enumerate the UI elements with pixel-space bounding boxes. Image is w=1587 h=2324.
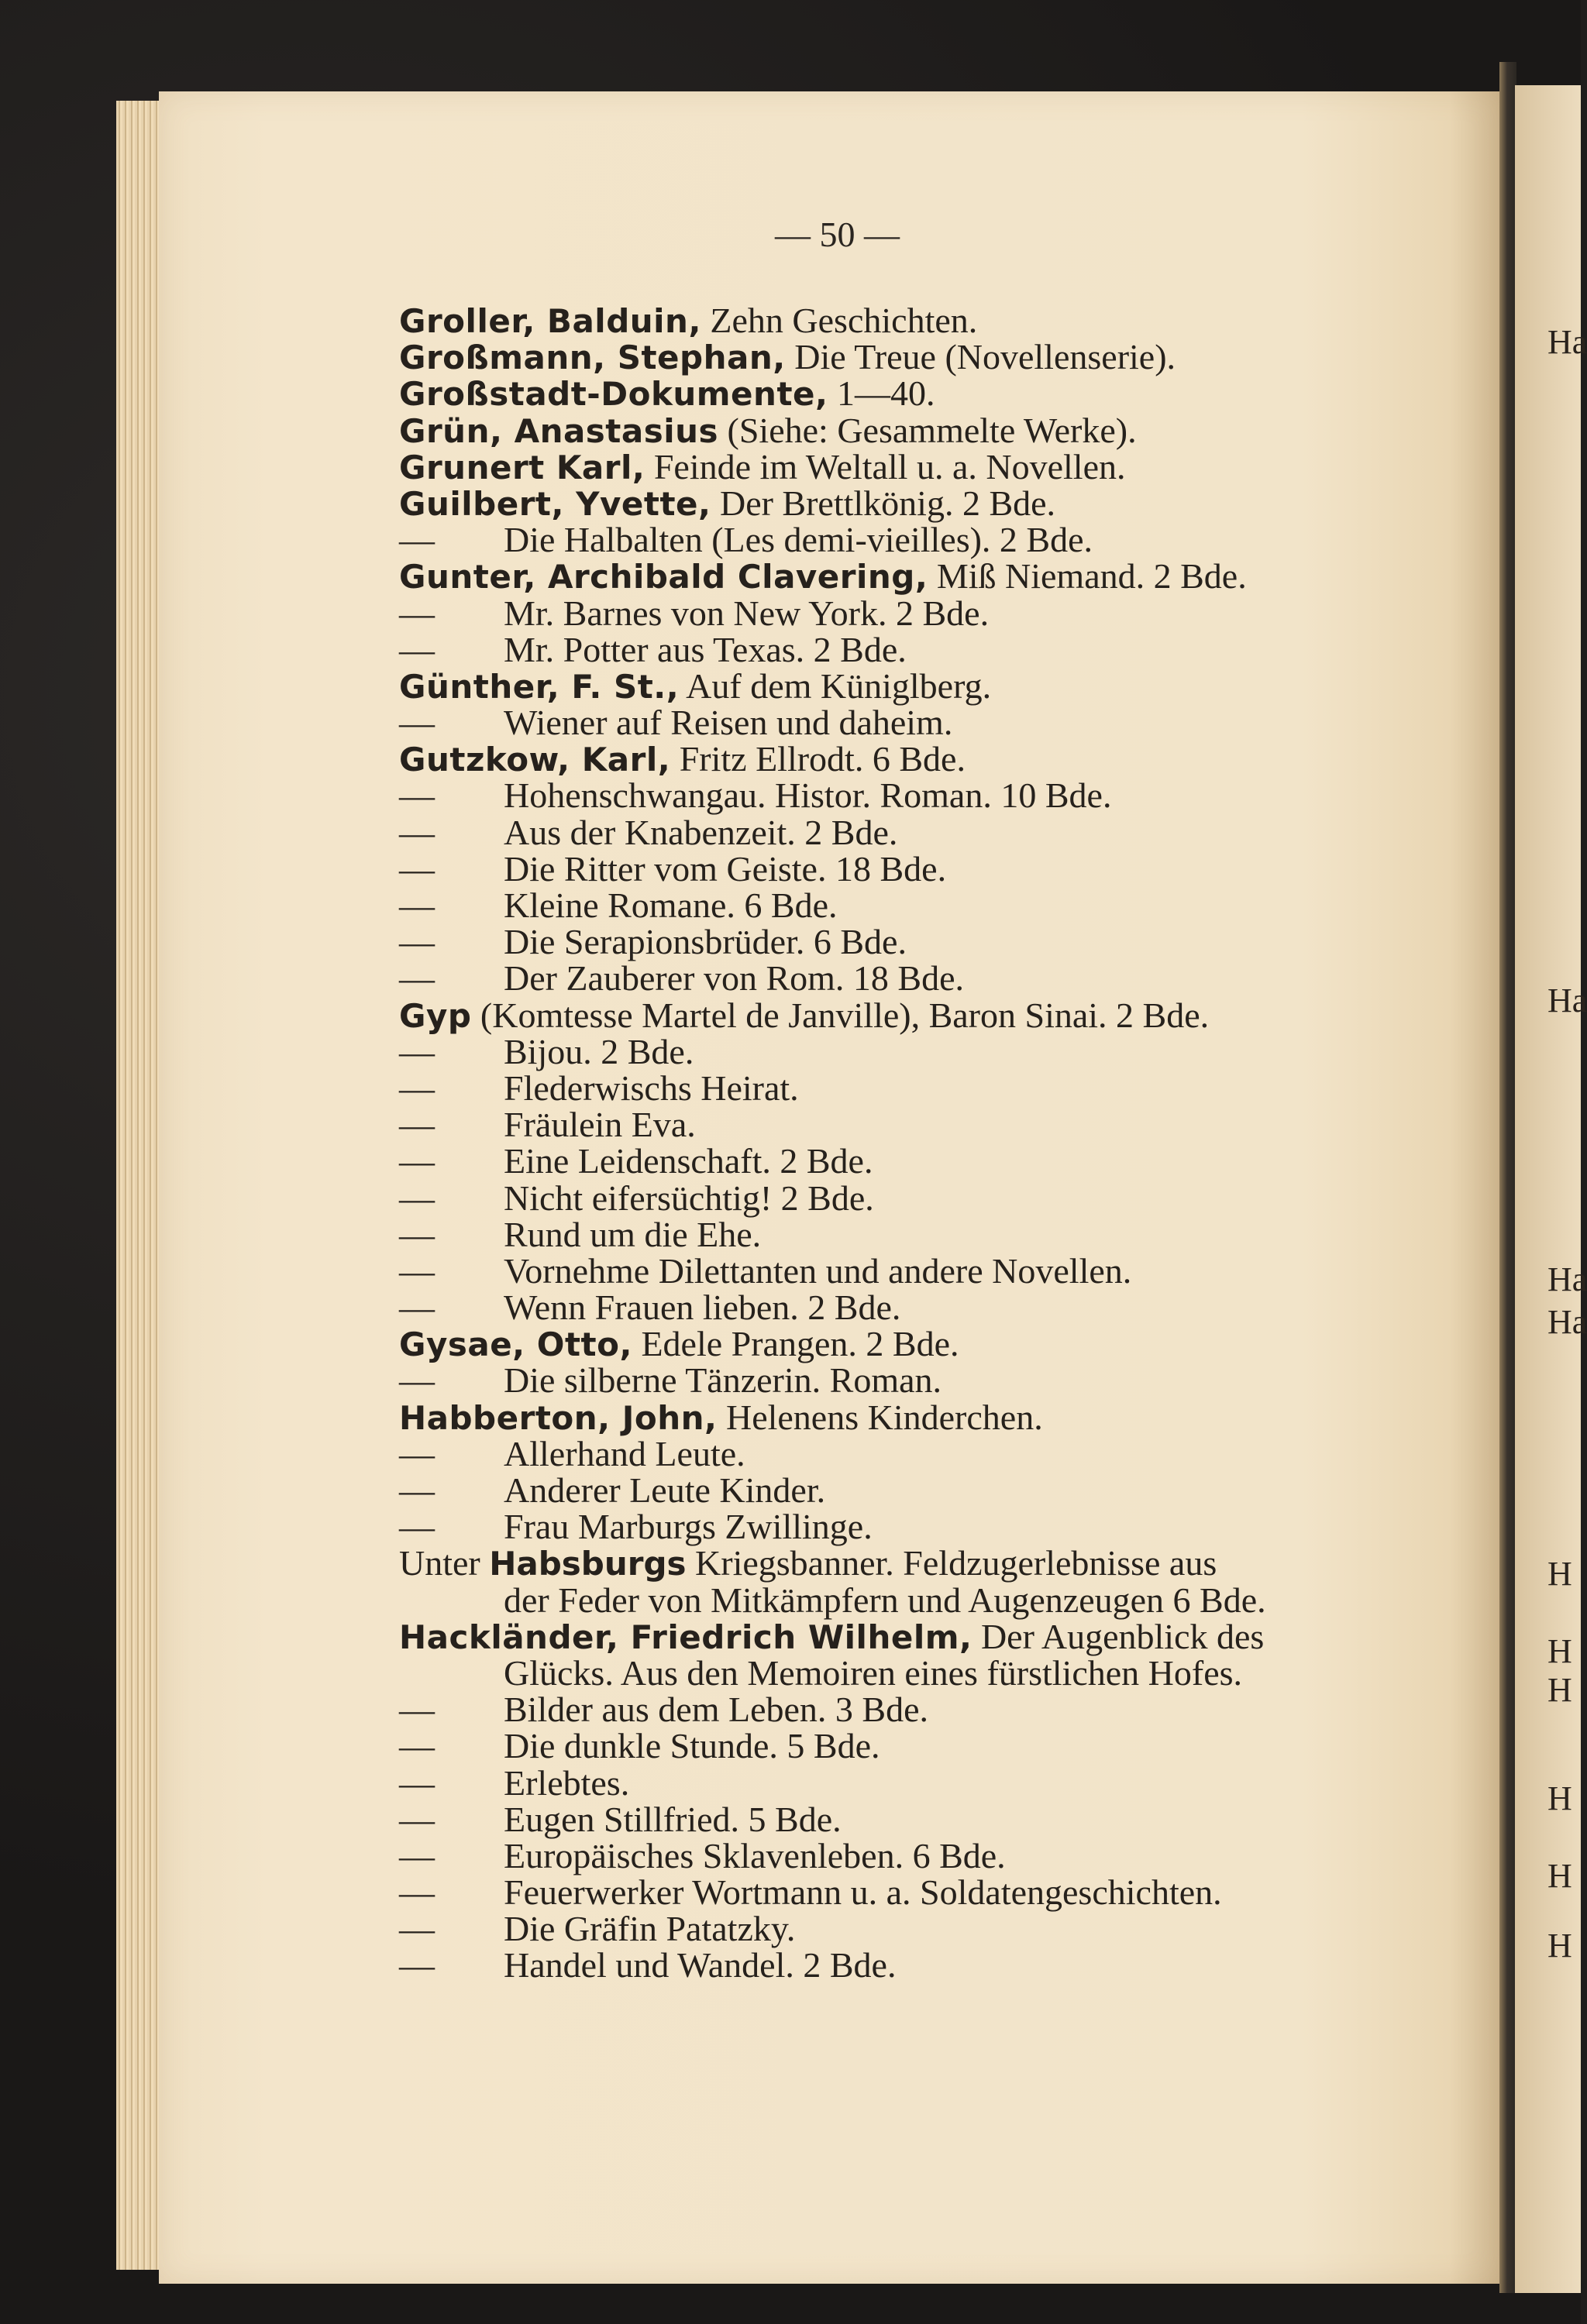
facing-page-fragment: H xyxy=(1547,1779,1572,1817)
entry-author: Grunert Karl, xyxy=(399,448,645,486)
entry-title: Miß Niemand. 2 Bde. xyxy=(936,556,1247,596)
repeat-author-dash: — xyxy=(399,922,435,962)
entry-title: Erlebtes. xyxy=(504,1762,630,1803)
repeat-author-dash: — xyxy=(399,1507,435,1547)
entry-author: Günther, F. St., xyxy=(399,667,680,706)
entry-continuation: der Feder von Mitkämpfern und Augenzeugen 6 Bde. xyxy=(504,1580,1266,1620)
entry-title: Eine Leidenschaft. 2 Bde. xyxy=(504,1141,873,1181)
entry-title: Zehn Geschichten. xyxy=(710,301,978,340)
catalog-entry xyxy=(399,1399,1476,1435)
repeat-author-dash: — xyxy=(399,1287,435,1328)
repeat-author-dash: — xyxy=(399,1214,435,1254)
catalog-entry xyxy=(399,1177,1476,1218)
catalog-entry xyxy=(399,1508,1476,1545)
repeat-author-dash: — xyxy=(399,885,435,925)
entry-author: Grün, Anastasius xyxy=(399,411,719,450)
entry-title: Fräulein Eva. xyxy=(504,1105,696,1145)
catalog-entry xyxy=(399,923,1476,960)
entry-title: Helenens Kinderchen. xyxy=(725,1397,1043,1437)
catalog-entry xyxy=(399,485,1476,521)
catalog-entry xyxy=(399,595,1476,631)
catalog-entry xyxy=(399,1216,1476,1253)
repeat-author-dash: — xyxy=(399,1250,435,1291)
catalog-entry xyxy=(399,1582,1476,1618)
repeat-author-dash: — xyxy=(399,1067,435,1108)
repeat-author-dash: — xyxy=(399,1945,435,1985)
facing-page-fragment: H xyxy=(1547,1632,1572,1670)
entry-title: Europäisches Sklavenleben. 6 Bde. xyxy=(504,1835,1006,1875)
entry-author: Habsburgs xyxy=(489,1545,687,1583)
entry-author: Großstadt-Dokumente, xyxy=(399,375,828,414)
catalog-entry xyxy=(399,412,1476,449)
repeat-author-dash: — xyxy=(399,1177,435,1218)
catalog-entry xyxy=(399,373,1476,414)
catalog-entry xyxy=(399,1835,1476,1875)
repeat-author-dash: — xyxy=(399,775,435,816)
catalog-entry xyxy=(399,1545,1476,1581)
catalog-entry xyxy=(399,1910,1476,1947)
entry-title: Die Serapionsbrüder. 6 Bde. xyxy=(504,922,907,962)
catalog-entry xyxy=(399,339,1476,375)
entry-author: Gyp xyxy=(399,996,472,1035)
entry-author: Gutzkow, Karl, xyxy=(399,741,671,779)
entry-title: Edele Prangen. 2 Bde. xyxy=(641,1324,959,1364)
catalog-entry xyxy=(399,1872,1476,1913)
catalog-entry xyxy=(399,958,1476,999)
entry-title: Wenn Frauen lieben. 2 Bde. xyxy=(504,1287,901,1328)
catalog-entry xyxy=(399,1033,1476,1070)
facing-page-fragment: H xyxy=(1547,1927,1572,1965)
entry-title: (Komtesse Martel de Janville), Baron Sinai. 2 Bde. xyxy=(480,995,1210,1035)
entry-title: Rund um die Ehe. xyxy=(504,1214,762,1254)
page-edges xyxy=(116,101,163,2270)
entry-title: Die Gräfin Patatzky. xyxy=(504,1909,796,1949)
repeat-author-dash: — xyxy=(399,1762,435,1803)
entry-author: Hackländer, Friedrich Wilhelm, xyxy=(399,1618,973,1656)
entry-title: Eugen Stillfried. 5 Bde. xyxy=(504,1799,842,1839)
catalog-entry xyxy=(399,704,1476,741)
repeat-author-dash: — xyxy=(399,1872,435,1913)
entry-title: Die Ritter vom Geiste. 18 Bde. xyxy=(504,848,947,889)
entry-author: Guilbert, Yvette, xyxy=(399,484,711,523)
catalog-entry xyxy=(399,1691,1476,1728)
catalog-entry xyxy=(399,1435,1476,1472)
entry-title: Anderer Leute Kinder. xyxy=(504,1470,826,1510)
repeat-author-dash: — xyxy=(399,1105,435,1145)
catalog-entry xyxy=(399,1728,1476,1764)
facing-page-fragment: Ha xyxy=(1547,982,1587,1019)
catalog-entry xyxy=(399,775,1476,816)
catalog-entry xyxy=(399,302,1476,339)
entry-title: Nicht eifersüchtig! 2 Bde. xyxy=(504,1177,874,1218)
entry-title: Vornehme Dilettanten und andere Novellen. xyxy=(504,1250,1132,1291)
entry-title: Der Brettlkönig. 2 Bde. xyxy=(719,483,1056,523)
entry-title: Die dunkle Stunde. 5 Bde. xyxy=(504,1726,880,1766)
repeat-author-dash: — xyxy=(399,1470,435,1510)
entry-title: Aus der Knabenzeit. 2 Bde. xyxy=(504,812,898,852)
catalog-entry xyxy=(399,1325,1476,1362)
entry-title: Feuerwerker Wortmann u. a. Soldatengeschichten. xyxy=(504,1872,1222,1913)
catalog-entry xyxy=(399,446,1476,486)
facing-page-fragment: Ha xyxy=(1547,1303,1587,1341)
entry-title: Die silberne Tänzerin. Roman. xyxy=(504,1360,942,1401)
catalog-entry xyxy=(399,1652,1476,1693)
entry-title: Frau Marburgs Zwillinge. xyxy=(504,1507,873,1547)
entry-title: Mr. Potter aus Texas. 2 Bde. xyxy=(504,629,907,669)
catalog-entry xyxy=(399,1472,1476,1508)
catalog-entry xyxy=(399,887,1476,923)
repeat-author-dash: — xyxy=(399,629,435,669)
facing-page-fragment: Ha xyxy=(1547,323,1587,361)
repeat-author-dash: — xyxy=(399,812,435,852)
entry-title: Bilder aus dem Leben. 3 Bde. xyxy=(504,1690,929,1730)
entry-title: Der Zauberer von Rom. 18 Bde. xyxy=(504,958,965,999)
entry-author: Habberton, John, xyxy=(399,1398,718,1437)
catalog-entry xyxy=(399,814,1476,851)
entry-title: (Siehe: Gesammelte Werke). xyxy=(727,410,1137,450)
repeat-author-dash: — xyxy=(399,1141,435,1181)
entry-title: Feinde im Weltall u. a. Novellen. xyxy=(653,446,1126,486)
catalog-entry xyxy=(399,1106,1476,1143)
repeat-author-dash: — xyxy=(399,1433,435,1473)
catalog-entry xyxy=(399,521,1476,558)
entry-title: Die Treue (Novellenserie). xyxy=(794,337,1176,377)
entry-author: Groller, Balduin, xyxy=(399,302,701,340)
catalog-entry xyxy=(399,665,1476,706)
entry-author: Großmann, Stephan, xyxy=(399,339,786,377)
catalog-entry xyxy=(399,1250,1476,1291)
repeat-author-dash: — xyxy=(399,1726,435,1766)
catalog-entry xyxy=(399,848,1476,889)
repeat-author-dash: — xyxy=(399,848,435,889)
entry-title: Flederwischs Heirat. xyxy=(504,1067,799,1108)
entry-title: Handel und Wandel. 2 Bde. xyxy=(504,1945,897,1985)
catalog-entry xyxy=(399,1143,1476,1179)
repeat-author-dash: — xyxy=(399,958,435,999)
page-number: — 50 — xyxy=(775,215,900,254)
entry-prefix: Unter xyxy=(399,1543,480,1583)
catalog-entry xyxy=(399,1762,1476,1803)
repeat-author-dash: — xyxy=(399,1360,435,1401)
catalog-entry xyxy=(399,1360,1476,1401)
repeat-author-dash: — xyxy=(399,1799,435,1839)
repeat-author-dash: — xyxy=(399,1031,435,1071)
facing-page-fragment: Ha xyxy=(1547,1260,1587,1298)
entry-title: Bijou. 2 Bde. xyxy=(504,1031,694,1071)
catalog-entry xyxy=(399,997,1476,1033)
entry-title: Hohenschwangau. Histor. Roman. 10 Bde. xyxy=(504,775,1112,816)
entry-title: Wiener auf Reisen und daheim. xyxy=(504,703,953,743)
catalog-entries xyxy=(399,302,1476,1984)
repeat-author-dash: — xyxy=(399,1690,435,1730)
entry-title: Der Augenblick des xyxy=(980,1616,1265,1656)
entry-title: Auf dem Küniglberg. xyxy=(686,665,992,706)
facing-page-edge xyxy=(1515,85,1587,2293)
entry-title: Die Halbalten (Les demi-vieilles). 2 Bde. xyxy=(504,520,1093,560)
catalog-entry xyxy=(399,1067,1476,1108)
facing-page-fragment: H xyxy=(1547,1857,1572,1895)
entry-title: Allerhand Leute. xyxy=(504,1433,745,1473)
entry-title: Fritz Ellrodt. 6 Bde. xyxy=(679,739,966,779)
catalog-entry xyxy=(399,741,1476,777)
repeat-author-dash: — xyxy=(399,1835,435,1875)
catalog-entry xyxy=(399,1618,1476,1655)
repeat-author-dash: — xyxy=(399,520,435,560)
entry-title: 1—40. xyxy=(836,373,935,414)
catalog-entry xyxy=(399,1287,1476,1328)
entry-title: Kriegsbanner. Feldzugerlebnisse aus xyxy=(695,1543,1217,1583)
catalog-entry xyxy=(399,631,1476,668)
repeat-author-dash: — xyxy=(399,703,435,743)
catalog-entry xyxy=(399,558,1476,594)
entry-title: Kleine Romane. 6 Bde. xyxy=(504,885,838,925)
facing-page-fragment: H xyxy=(1547,1671,1572,1709)
entry-title: Mr. Barnes von New York. 2 Bde. xyxy=(504,593,990,633)
repeat-author-dash: — xyxy=(399,593,435,633)
catalog-entry xyxy=(399,1947,1476,1983)
entry-author: Gysae, Otto, xyxy=(399,1325,632,1364)
entry-author: Gunter, Archibald Clavering, xyxy=(399,558,928,596)
repeat-author-dash: — xyxy=(399,1909,435,1949)
catalog-entry xyxy=(399,1801,1476,1838)
book-gutter xyxy=(1499,62,1516,2293)
entry-continuation: Glücks. Aus den Memoiren eines fürstlichen Hofes. xyxy=(504,1652,1243,1693)
facing-page-fragment: H xyxy=(1547,1555,1572,1593)
